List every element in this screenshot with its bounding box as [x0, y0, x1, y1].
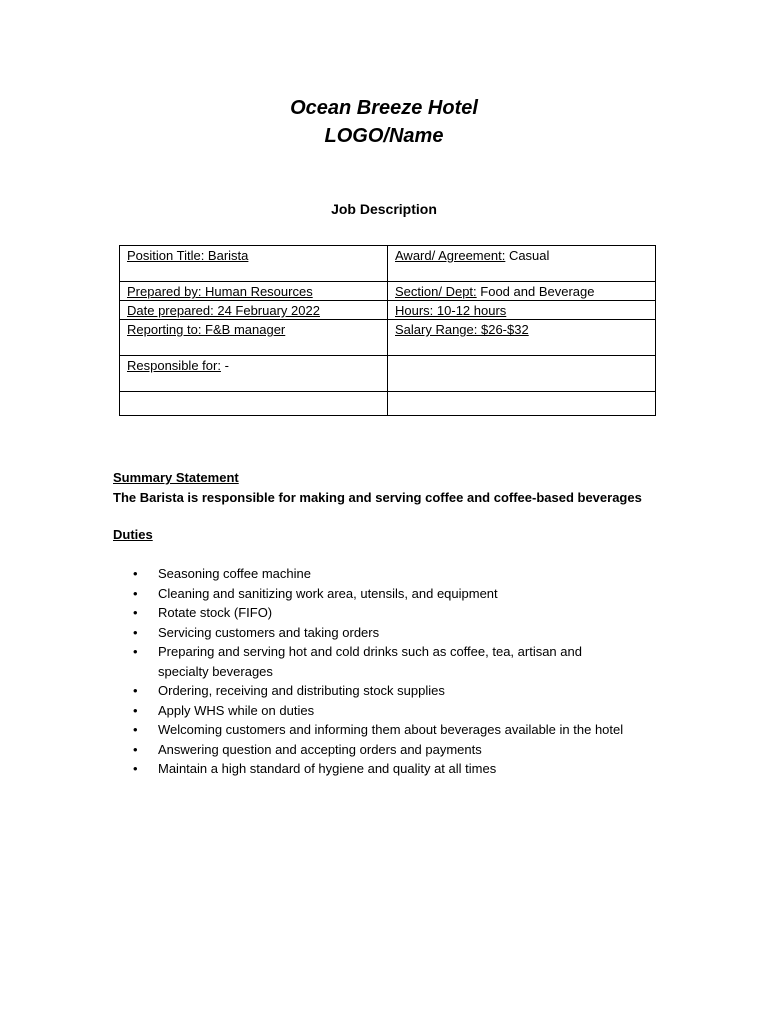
duties-list [113, 564, 633, 779]
bullet-icon: • [133, 644, 138, 659]
logo-name: LOGO/Name [324, 125, 444, 147]
document-title: Job Description [331, 201, 437, 217]
bullet-icon: • [133, 683, 138, 698]
list-item: • Servicing customers and taking orders [113, 623, 633, 643]
bullet-icon: • [133, 605, 138, 620]
bullet-icon: • [133, 722, 138, 737]
bullet-icon: • [133, 624, 138, 640]
reporting-to: Reporting to: F&B manager [127, 322, 286, 337]
empty-cell [388, 392, 656, 416]
reporting-to-cell [120, 320, 388, 356]
list-item: • Seasoning coffee machine [113, 564, 633, 584]
list-item: • Cleaning and sanitizing work area, utensils, and equipment [113, 584, 633, 604]
section-cell [388, 282, 656, 301]
empty-cell [120, 392, 388, 416]
table-row [120, 246, 656, 282]
prepared-by: Prepared by: Human Resources [127, 284, 313, 299]
hours-cell [388, 301, 656, 320]
award-label: Award/ Agreement: [395, 248, 506, 263]
bullet-icon: • [133, 585, 138, 601]
table-row [120, 356, 656, 392]
list-item: • Preparing and serving hot and cold drinks such as coffee, tea, artisan and specialty beverages [133, 644, 582, 679]
bullet-icon: • [133, 761, 138, 776]
bullet-icon: • [133, 702, 138, 718]
responsible-label: Responsible for: [127, 358, 221, 373]
section-label: Section/ Dept: [395, 284, 477, 299]
hotel-name: Ocean Breeze Hotel [290, 97, 478, 119]
list-item: • Rotate stock (FIFO) [113, 603, 633, 623]
date-prepared: Date prepared: 24 February 2022 [127, 303, 320, 318]
responsible-value: - [220, 358, 229, 373]
prepared-by-cell [120, 282, 388, 301]
list-item: • Maintain a high standard of hygiene and quality at all times [113, 759, 633, 779]
duties-heading: Duties [113, 527, 153, 542]
summary-statement: The Barista is responsible for making and serving coffee and coffee-based beverages [113, 490, 642, 505]
salary-range: Salary Range: $26-$32 [395, 322, 529, 337]
award-value: Casual [505, 248, 550, 263]
award-cell [388, 246, 656, 282]
bullet-icon: • [133, 566, 138, 581]
list-item: • Answering question and accepting orders and payments [113, 740, 633, 760]
salary-range-cell [388, 320, 656, 356]
position-title-cell [120, 246, 388, 282]
section-value: Food and Beverage [476, 284, 595, 299]
table-row [120, 282, 656, 301]
table-row [120, 392, 656, 416]
list-item: • Ordering, receiving and distributing stock supplies [113, 681, 633, 701]
list-item: • Apply WHS while on duties [113, 701, 633, 721]
hours: Hours: 10-12 hours [395, 303, 507, 318]
job-details-table [119, 245, 656, 416]
empty-cell [388, 356, 656, 392]
position-title: Position Title: Barista [127, 248, 249, 263]
list-item: • Welcoming customers and informing them about beverages available in the hotel [113, 720, 633, 740]
date-prepared-cell [120, 301, 388, 320]
table-row [120, 320, 656, 356]
summary-heading: Summary Statement [113, 470, 239, 485]
bullet-icon: • [133, 741, 138, 757]
responsible-for-cell [120, 356, 388, 392]
table-row [120, 301, 656, 320]
